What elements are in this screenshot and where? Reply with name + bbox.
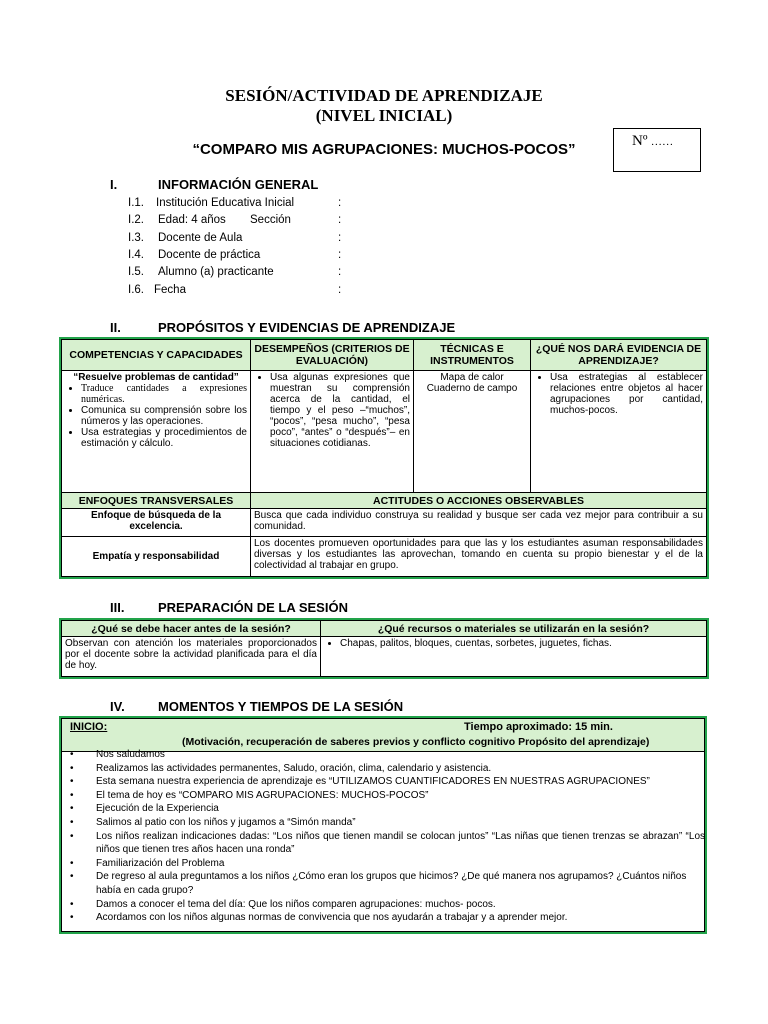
resources-cell (321, 637, 707, 677)
section-2-heading (110, 320, 610, 336)
list-item (62, 830, 705, 857)
section-4-number: IV. (110, 699, 125, 714)
section-2-title: PROPÓSITOS Y EVIDENCIAS DE APRENDIZAJE (158, 320, 456, 335)
list-item-text: Ejecución de la Experiencia (96, 803, 219, 815)
section-3-number: III. (110, 600, 125, 615)
section-4-title: MOMENTOS Y TIEMPOS DE LA SESIÓN (158, 699, 404, 714)
enfoque-name: Empatía y responsabilidad (62, 537, 251, 577)
list-item (62, 802, 705, 816)
info-colon: : (338, 284, 342, 296)
inicio-subtitle: (Motivación, recuperación de saberes previos y conflicto cognitivo Propósito del aprendizaje) (182, 736, 650, 748)
number-box (613, 128, 701, 172)
bullet: • (70, 830, 74, 842)
info-label: Institución Educativa Inicial (156, 197, 295, 209)
enfoque-name: Enfoque de búsqueda de la excelencia. (62, 509, 251, 537)
list-item-text: Familiarización del Problema (96, 857, 225, 869)
section-3-heading (110, 600, 610, 616)
bullet: • (70, 912, 74, 924)
list-item (62, 762, 705, 776)
list-item-text: Los niños realizan indicaciones dadas: “Los niños que tienen mandil se colocan juntos” “Las niñas que tienen trenzas se abrazan” “Los niños que tienen tres años hacen una ronda” (96, 830, 705, 856)
header-actitudes: ACTITUDES O ACCIONES OBSERVABLES (251, 493, 707, 509)
info-colon: : (338, 197, 342, 209)
bullet: • (70, 749, 74, 760)
info-num: I.4. (128, 249, 144, 261)
tiempo-label: Tiempo aproximado: 15 min. (464, 721, 613, 733)
info-num: I.6. (128, 284, 144, 296)
enfoque-action: Los docentes promueven oportunidades para que las y los estudiantes asuman responsabilidades diversas y los estudiantes las aprovechan, tomando en cuenta su propio bienestar y el de la colectividad al trabajar en grupo. (251, 537, 707, 577)
evidencia-item: • Usa estrategias al establecer relaciones entre objetos al hacer agrupaciones por cantidad, muchos-pocos. (550, 372, 703, 416)
bullet: • (70, 762, 74, 774)
list-item-text: Realizamos las actividades permanentes, Saludo, oración, clima, calendario y asistencia. (96, 762, 492, 774)
header-evidencia: ¿QUÉ NOS DARÁ EVIDENCIA DE APRENDIZAJE? (531, 340, 707, 371)
evidencia-cell (531, 371, 707, 493)
list-item (62, 870, 705, 897)
capacidad-item: • Traduce cantidades a expresiones numéricas. (81, 383, 247, 405)
title-line-1: SESIÓN/ACTIVIDAD DE APRENDIZAJE (225, 86, 543, 105)
list-item-text: Salimos al patio con los niños y jugamos a “Simón manda” (96, 816, 356, 828)
desempeno-item: • Usa algunas expresiones que muestran su comprensión acerca de la cantidad, el tiempo y el peso –“muchos”, “pocos”, “pesa mucho”, “pesa poco”, “antes” o “después”– en situaciones cotidianas. (270, 372, 410, 449)
preparation-table (61, 620, 707, 677)
info-label: Docente de práctica (158, 249, 261, 261)
header-desempenos: DESEMPEÑOS (CRITERIOS DE EVALUACIÓN) (251, 340, 414, 371)
list-item (62, 775, 705, 789)
bullet: • (70, 898, 74, 910)
info-label: Fecha (154, 284, 186, 296)
list-item (62, 898, 705, 912)
list-item (62, 911, 705, 925)
info-num: I.1. (128, 197, 144, 209)
info-colon: : (338, 266, 342, 278)
bullet: • (70, 803, 74, 815)
competencias-cell (62, 371, 251, 493)
purposes-table (61, 339, 707, 577)
info-extra: Sección (250, 214, 291, 226)
number-label: Nº (632, 133, 648, 149)
tecnica-item: Mapa de calor (440, 372, 504, 383)
section-1-number: I. (110, 177, 118, 192)
list-item-text: El tema de hoy es “COMPARO MIS AGRUPACIONES: MUCHOS-POCOS” (96, 789, 429, 801)
header-tecnicas: TÉCNICAS E INSTRUMENTOS (414, 340, 531, 371)
inicio-activity-list (62, 748, 705, 925)
list-item (62, 748, 705, 762)
list-item-text: Esta semana nuestra experiencia de aprendizaje es “UTILIZAMOS CUANTIFICADORES EN NUESTRAS AGRUPACIONES” (96, 776, 650, 788)
section-4-heading (110, 699, 610, 715)
before-session-cell: Observan con atención los materiales proporcionados por el docente sobre la actividad planificada para el día de hoy. (62, 637, 321, 677)
info-colon: : (338, 249, 342, 261)
number-dots: ...... (651, 136, 674, 148)
capacidad-item: • Usa estrategias y procedimientos de estimación y cálculo. (81, 427, 247, 449)
info-colon: : (338, 214, 342, 226)
enfoque-action: Busca que cada individuo construya su realidad y busque ser cada vez mejor para contribuir a su comunidad. (251, 509, 707, 537)
bullet: • (70, 816, 74, 828)
info-label: Edad: 4 años (158, 214, 226, 226)
activity-title: “COMPARO MIS AGRUPACIONES: MUCHOS-POCOS” (192, 141, 576, 158)
info-num: I.3. (128, 232, 144, 244)
header-resources: ¿Qué recursos o materiales se utilizarán en la sesión? (321, 621, 707, 637)
tecnica-item: Cuaderno de campo (426, 383, 518, 394)
info-label: Alumno (a) practicante (158, 266, 274, 278)
header-before-session: ¿Qué se debe hacer antes de la sesión? (62, 621, 321, 637)
list-item-text: De regreso al aula preguntamos a los niños ¿Cómo eran los grupos que hicimos? ¿De qué manera nos agrupamos? ¿Cuántos niños había en cada grupo? (96, 871, 687, 896)
info-num: I.2. (128, 214, 144, 226)
capacidad-item: • Comunica su comprensión sobre los números y las operaciones. (81, 405, 247, 427)
list-item (62, 816, 705, 830)
section-2-number: II. (110, 320, 121, 335)
info-num: I.5. (128, 266, 144, 278)
header-enfoques: ENFOQUES TRANSVERSALES (62, 493, 251, 509)
info-label: Docente de Aula (158, 232, 243, 244)
info-colon: : (338, 232, 342, 244)
desempenos-cell (251, 371, 414, 493)
section-1-heading (110, 177, 510, 193)
bullet: • (70, 857, 74, 869)
header-competencias: COMPETENCIAS Y CAPACIDADES (62, 340, 251, 371)
resource-item: • Chapas, palitos, bloques, cuentas, sorbetes, juguetes, fichas. (340, 638, 703, 649)
competencia-name: “Resuelve problemas de cantidad” (73, 372, 239, 383)
section-3-title: PREPARACIÓN DE LA SESIÓN (158, 600, 348, 615)
inicio-label: INICIO: (70, 721, 108, 733)
tecnicas-cell (414, 371, 531, 493)
list-item (62, 789, 705, 803)
section-1-title: INFORMACIÓN GENERAL (158, 177, 319, 192)
title-line-2: (NIVEL INICIAL) (315, 106, 453, 125)
list-item-text: Acordamos con los niños algunas normas de convivencia que nos ayudarán a trabajar y a aprender mejor. (96, 912, 568, 924)
list-item-text: Damos a conocer el tema del día: Que los niños comparen agrupaciones: muchos- pocos. (96, 898, 496, 910)
bullet: • (70, 789, 74, 801)
bullet: • (70, 776, 74, 788)
list-item-text: Nos saludamos (96, 749, 165, 760)
list-item (62, 857, 705, 871)
bullet: • (70, 871, 74, 883)
